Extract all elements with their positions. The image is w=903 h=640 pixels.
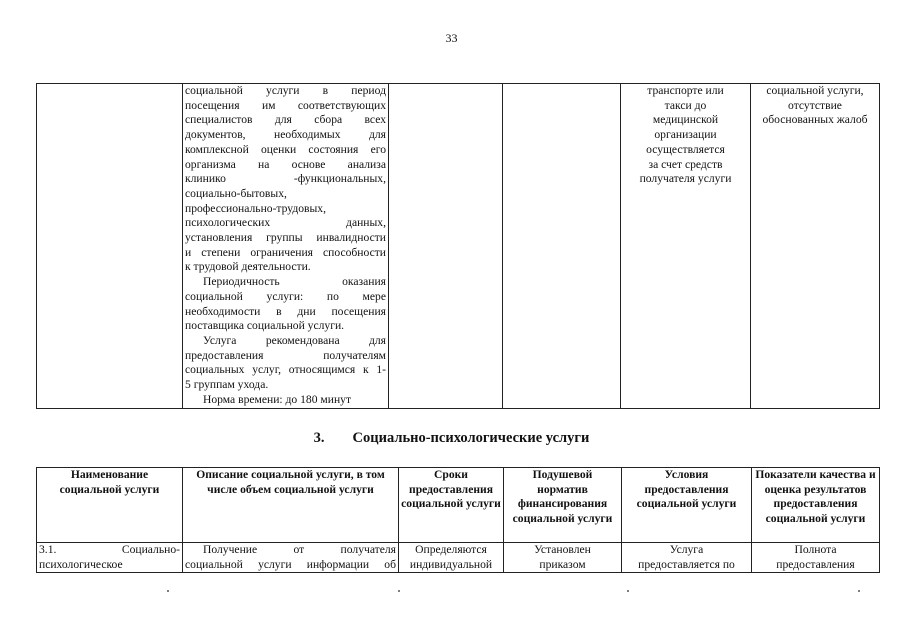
description-line: посещения им соответствующих [185,98,386,112]
conditions-line: осуществляется [646,142,725,156]
section-number: 3. [313,430,325,446]
row-service-name: 3.1. Социально- психологическое [37,543,183,573]
page-number: 33 [445,31,458,45]
description-line: специалистов для сбора всех [185,113,386,127]
conditions-line: медицинской [652,113,719,127]
description-line: клинико -функциональных, [185,172,386,186]
description-line: и степени ограничения способности [185,245,386,259]
row-quality: Полнота предоставления [752,543,880,573]
service-name-cell [37,84,183,409]
conditions-line: организации [654,128,717,142]
conditions-line: транспорте или [647,84,724,97]
description-line: социально-бытовых, [185,186,287,200]
scan-marks [0,590,903,600]
description-line: социальной услуги в период [185,84,386,97]
time-norm: Норма времени: до 180 минут [203,392,352,406]
row-description: Получение от получателя социальной услуги информации об [183,543,399,573]
table-row [37,543,880,573]
description-line: к трудовой деятельности. [185,260,311,274]
table-header-row [37,468,880,543]
description-line: профессионально-трудовых, [185,201,326,215]
section-title: Социально-психологические услуги [352,430,590,446]
recommendation-line: социальных услуг, относящимся к 1- [185,363,386,377]
conditions-cell [621,84,751,409]
header-service-name: Наименование социальной услуги [37,468,183,543]
periodicity-line: поставщика социальной услуги. [185,319,345,333]
continued-service-table [36,83,880,409]
row-conditions: Услуга предоставляется по [622,543,752,573]
header-financing: Подушевой норматив финансирования социальной услуги [504,468,622,543]
description-line: установления группы инвалидности [185,231,386,245]
conditions-line: такси до [664,98,707,112]
header-conditions: Условия предоставления социальной услуги [622,468,752,543]
description-line: документов, необходимых для [185,128,386,142]
social-psychological-services-table [36,467,880,573]
quality-line: социальной услуги, [766,84,864,97]
periodicity-line: необходимости в дни посещения [185,304,386,318]
periodicity-line: социальной услуги: по мере [185,289,386,303]
recommendation-line: 5 группам ухода. [185,378,269,392]
header-description: Описание социальной услуги, в том числе объем социальной услуги [183,468,399,543]
description-line: психологических данных, [185,216,386,230]
header-quality: Показатели качества и оценка результатов предоставления социальной услуги [752,468,880,543]
recommendation-line: Услуга рекомендована для [203,333,386,347]
section-heading [0,430,903,447]
description-line: организма на основе анализа [185,157,386,171]
quality-line: отсутствие [788,98,842,112]
conditions-line: за счет средств [648,157,723,171]
row-financing: Установлен приказом [504,543,622,573]
row-terms: Определяются индивидуальной [399,543,504,573]
conditions-line: получателя услуги [639,172,732,186]
periodicity-line: Периодичность оказания [203,275,386,289]
financing-cell [503,84,621,409]
header-terms: Сроки предоставления социальной услуги [399,468,504,543]
description-cell [183,84,389,409]
quality-line: обоснованных жалоб [762,113,868,127]
recommendation-line: предоставления получателям [185,348,386,362]
quality-cell [751,84,880,409]
description-line: комплексной оценки состояния его [185,142,386,156]
terms-cell [389,84,503,409]
